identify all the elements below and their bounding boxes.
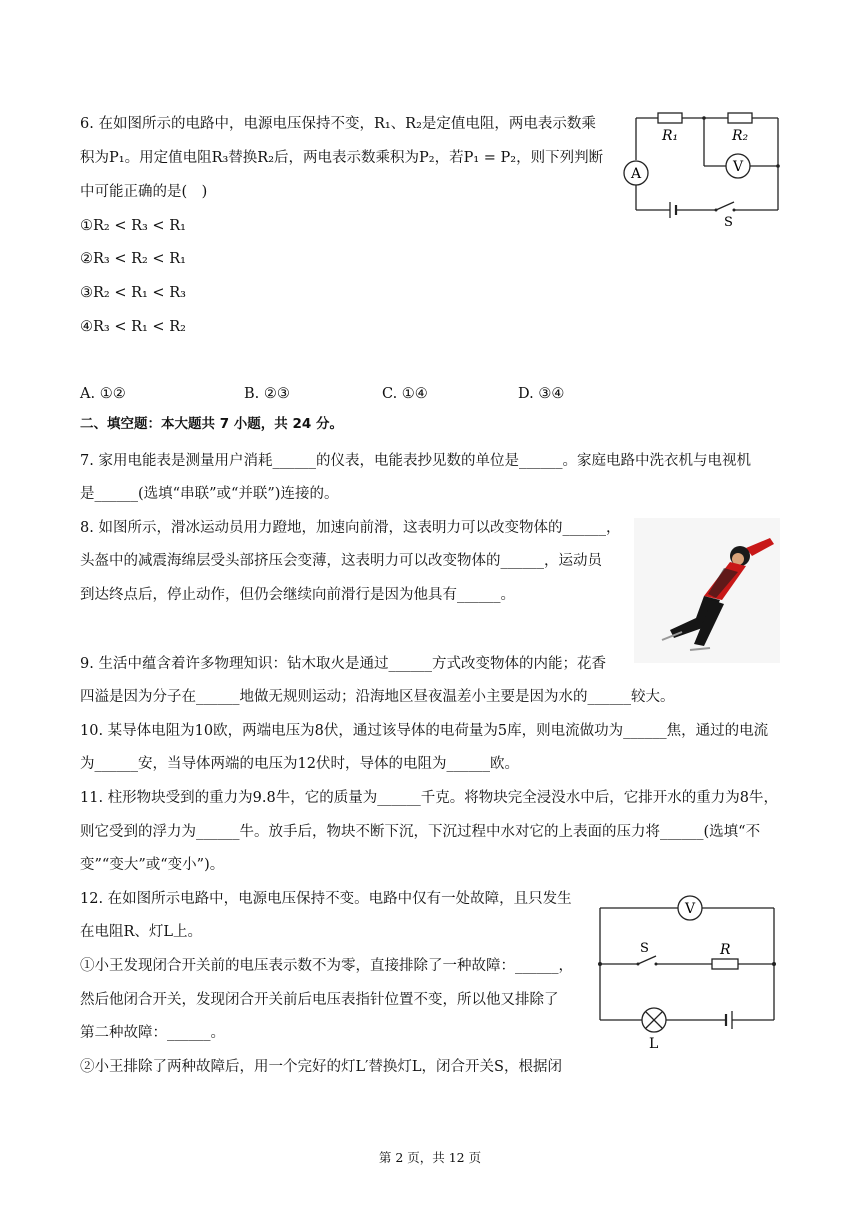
q10-line-2: 为______安，当导体两端的电压为12伏时，导体的电阻为______欧。 bbox=[80, 756, 519, 772]
q12-circuit-diagram bbox=[592, 890, 782, 1050]
q6-statement-4: ④R₃ < R₁ < R₂ bbox=[80, 319, 186, 335]
section-heading: 二、填空题：本大题共 7 小题，共 24 分。 bbox=[80, 416, 343, 432]
q8-line-1: 8. 如图所示，滑冰运动员用力蹬地，加速向前滑，这表明力可以改变物体的______， bbox=[80, 520, 621, 536]
page-footer: 第 2 页，共 12 页 bbox=[378, 1150, 482, 1165]
q10-line-1: 10. 某导体电阻为10欧，两端电压为8伏，通过该导体的电荷量为5库，则电流做功为______焦，通过的电流 bbox=[80, 723, 769, 739]
speed-skater-image bbox=[634, 518, 780, 663]
q9-line-1: 9. 生活中蕴含着许多物理知识：钻木取火是通过______方式改变物体的内能；花香 bbox=[80, 656, 606, 672]
q12-lamp-label: L bbox=[649, 1036, 659, 1050]
q12-resistor-label: R bbox=[720, 942, 731, 958]
q8-line-2: 头盔中的减震海绵层受头部挤压会变薄，这表明力可以改变物体的______，运动员 bbox=[80, 553, 602, 569]
q6-statement-2: ②R₃ < R₂ < R₁ bbox=[80, 251, 186, 267]
q7-line-2: 是______(选填“串联”或“并联”)连接的。 bbox=[80, 486, 339, 502]
q6-r2-label: R₂ bbox=[732, 128, 749, 144]
q6-option-b: B. ②③ bbox=[244, 386, 290, 402]
q12-switch-label: S bbox=[640, 941, 649, 956]
q6-statement-1: ①R₂ < R₃ < R₁ bbox=[80, 218, 186, 234]
q11-line-3: 变”“变大”或“变小”)。 bbox=[80, 857, 225, 873]
q6-voltmeter-label: V bbox=[733, 159, 744, 175]
q12-line-1: 12. 在如图所示电路中，电源电压保持不变。电路中仅有一处故障，且只发生 bbox=[80, 891, 572, 907]
q6-ammeter-label: A bbox=[631, 166, 642, 182]
q8-line-3: 到达终点后，停止动作，但仍会继续向前滑行是因为他具有______。 bbox=[80, 587, 515, 603]
q11-line-1: 11. 柱形物块受到的重力为9.8牛，它的质量为______千克。将物块完全浸没水中后，它排开水的重力为8牛， bbox=[80, 790, 778, 806]
q12-line-3: ①小王发现闭合开关前的电压表示数不为零，直接排除了一种故障：______， bbox=[80, 958, 573, 974]
q12-line-6: ②小王排除了两种故障后，用一个完好的灯L′替换灯L，闭合开关S，根据闭 bbox=[80, 1059, 562, 1075]
q9-line-2: 四溢是因为分子在______地做无规则运动；沿海地区昼夜温差小主要是因为水的______较大。 bbox=[80, 689, 675, 705]
q6-circuit-diagram bbox=[618, 108, 788, 228]
q12-voltmeter-label: V bbox=[685, 901, 696, 917]
q7-line-1: 7. 家用电能表是测量用户消耗______的仪表，电能表抄见数的单位是______。家庭电路中洗衣机与电视机 bbox=[80, 453, 751, 469]
q6-option-c: C. ①④ bbox=[382, 386, 428, 402]
q12-line-5: 第二种故障：______。 bbox=[80, 1025, 225, 1041]
q6-option-a: A. ①② bbox=[80, 386, 126, 402]
q6-line-3: 中可能正确的是( ) bbox=[80, 184, 208, 200]
q6-switch-label: S bbox=[724, 215, 733, 228]
q6-line-2: 积为P₁。用定值电阻R₃替换R₂后，两电表示数乘积为P₂，若P₁ = P₂，则下列判断 bbox=[80, 150, 604, 166]
q6-line-1: 6. 在如图所示的电路中，电源电压保持不变，R₁、R₂是定值电阻，两电表示数乘 bbox=[80, 116, 596, 132]
q6-statement-3: ③R₂ < R₁ < R₃ bbox=[80, 285, 186, 301]
q11-line-2: 则它受到的浮力为______牛。放手后，物块不断下沉，下沉过程中水对它的上表面的压力将______(选填“不 bbox=[80, 824, 761, 840]
q12-line-4: 然后他闭合开关，发现闭合开关前后电压表指针位置不变，所以他又排除了 bbox=[80, 992, 559, 1008]
q6-r1-label: R₁ bbox=[662, 128, 679, 144]
q6-option-d: D. ③④ bbox=[518, 386, 565, 402]
q12-line-2: 在电阻R、灯L上。 bbox=[80, 924, 203, 940]
